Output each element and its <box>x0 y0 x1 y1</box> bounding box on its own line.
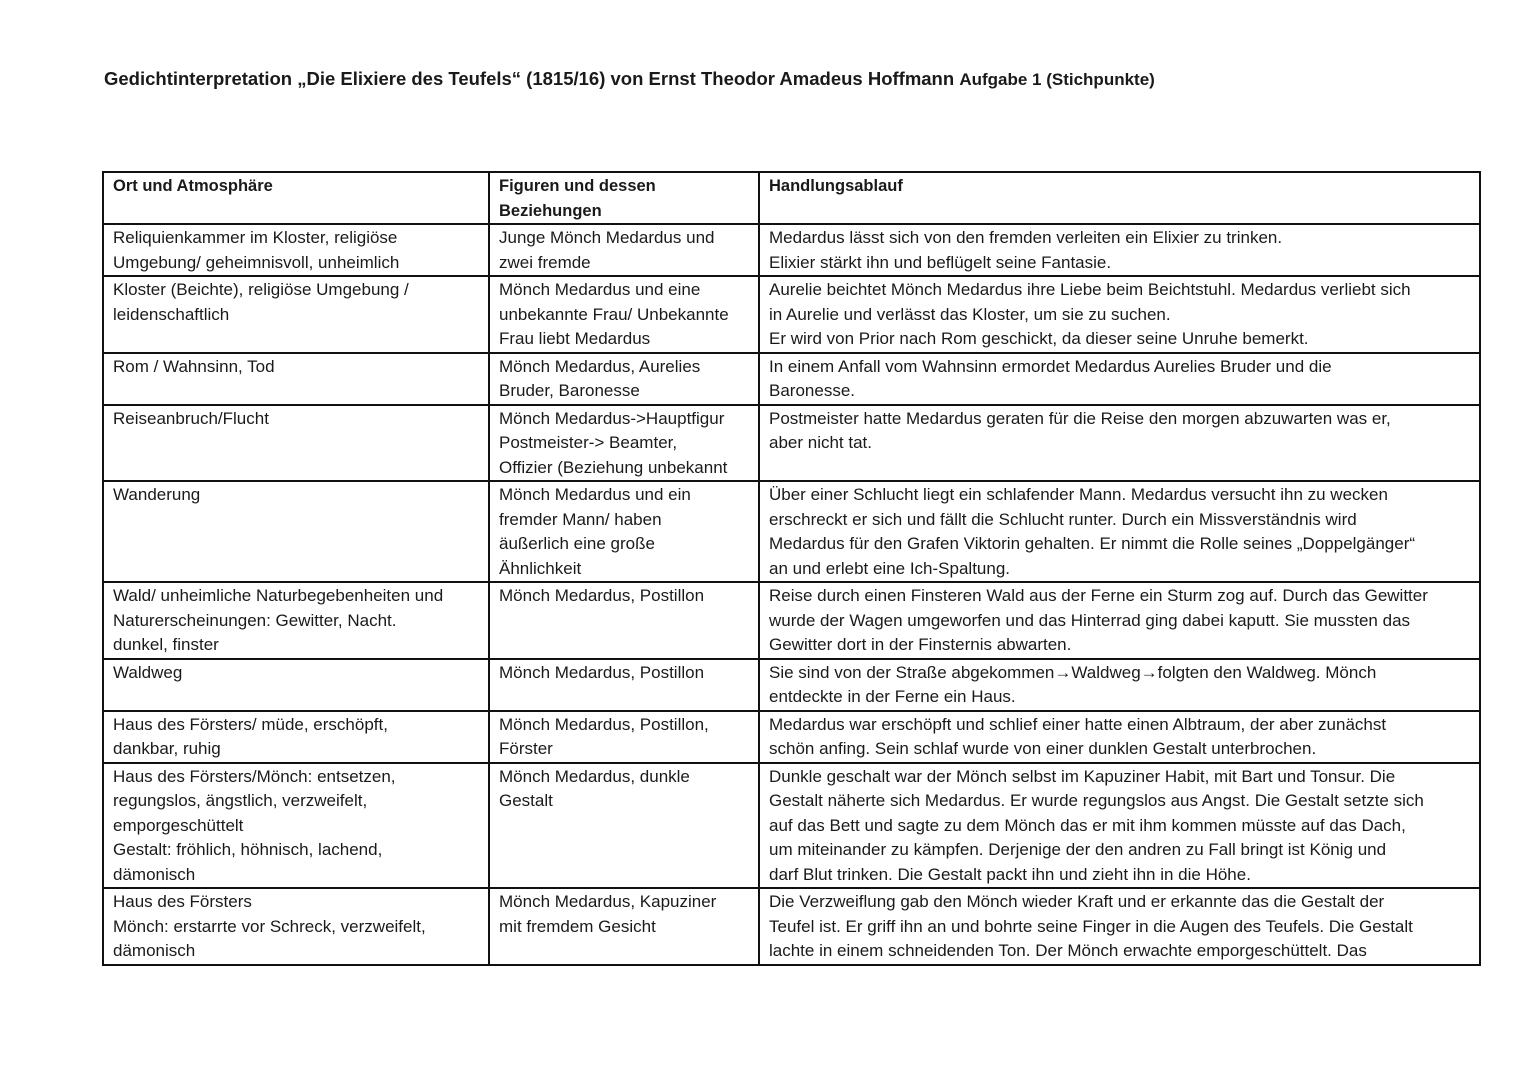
cell-ort: Reiseanbruch/Flucht <box>103 405 489 482</box>
table-row <box>103 224 1480 276</box>
cell-figuren: Mönch Medardus, Kapuziner mit fremdem Gesicht <box>489 888 759 965</box>
cell-ort: Reliquienkammer im Kloster, religiöse Umgebung/ geheimnisvoll, unheimlich <box>103 224 489 276</box>
title-main: Gedichtinterpretation „Die Elixiere des Teufels“ (1815/16) von Ernst Theodor Amadeus Hoffmann <box>104 68 955 89</box>
table-row <box>103 405 1480 482</box>
cell-figuren: Mönch Medardus, Postillon <box>489 659 759 711</box>
cell-ort: Haus des Försters/ müde, erschöpft, dankbar, ruhig <box>103 711 489 763</box>
cell-ort: Rom / Wahnsinn, Tod <box>103 353 489 405</box>
cell-figuren: Junge Mönch Medardus und zwei fremde <box>489 224 759 276</box>
header-handlung: Handlungsablauf <box>759 172 1480 224</box>
cell-ort: Haus des Försters Mönch: erstarrte vor Schreck, verzweifelt, dämonisch <box>103 888 489 965</box>
cell-handlung: Über einer Schlucht liegt ein schlafender Mann. Medardus versucht ihn zu wecken erschreckt er sich und fällt die Schlucht runter. Durch ein Missverständnis wird Medardus für den Grafen Viktorin gehalten. Er nimmt die Rolle seines „Doppelgänger“ an und erlebt eine Ich-Spaltung. <box>759 481 1480 582</box>
cell-handlung: Medardus war erschöpft und schlief einer hatte einen Albtraum, der aber zunächst schön anfing. Sein schlaf wurde von einer dunklen Gestalt unterbrochen. <box>759 711 1480 763</box>
cell-figuren: Mönch Medardus->Hauptfigur Postmeister-> Beamter, Offizier (Beziehung unbekannt <box>489 405 759 482</box>
cell-ort: Waldweg <box>103 659 489 711</box>
cell-figuren: Mönch Medardus, Postillon, Förster <box>489 711 759 763</box>
cell-figuren: Mönch Medardus, Postillon <box>489 582 759 659</box>
table-row <box>103 276 1480 353</box>
cell-handlung: Sie sind von der Straße abgekommen→Waldweg→folgten den Waldweg. Mönch entdeckte in der Ferne ein Haus. <box>759 659 1480 711</box>
title-suffix: Aufgabe 1 (Stichpunkte) <box>959 70 1155 89</box>
header-ort: Ort und Atmosphäre <box>103 172 489 224</box>
cell-ort: Wald/ unheimliche Naturbegebenheiten und Naturerscheinungen: Gewitter, Nacht. dunkel, finster <box>103 582 489 659</box>
cell-ort: Wanderung <box>103 481 489 582</box>
table-row <box>103 659 1480 711</box>
cell-ort: Kloster (Beichte), religiöse Umgebung / leidenschaftlich <box>103 276 489 353</box>
cell-handlung: Dunkle geschalt war der Mönch selbst im Kapuziner Habit, mit Bart und Tonsur. Die Gestalt näherte sich Medardus. Er wurde regungslos aus Angst. Die Gestalt setzte sich auf das Bett und sagte zu dem Mönch das er mit ihm kommen müsste auf das Dach, um miteinander zu kämpfen. Derjenige der den andren zu Fall bringt ist König und darf Blut trinken. Die Gestalt packt ihn und zieht ihn in die Höhe. <box>759 763 1480 889</box>
page-title <box>104 66 1484 93</box>
cell-figuren: Mönch Medardus und ein fremder Mann/ haben äußerlich eine große Ähnlichkeit <box>489 481 759 582</box>
cell-handlung: Postmeister hatte Medardus geraten für die Reise den morgen abzuwarten was er, aber nicht tat. <box>759 405 1480 482</box>
cell-handlung: In einem Anfall vom Wahnsinn ermordet Medardus Aurelies Bruder und die Baronesse. <box>759 353 1480 405</box>
cell-handlung: Die Verzweiflung gab den Mönch wieder Kraft und er erkannte das die Gestalt der Teufel ist. Er griff ihn an und bohrte seine Finger in die Augen des Teufels. Die Gestalt lachte in einem schneidenden Ton. Der Mönch erwachte emporgeschüttelt. Das <box>759 888 1480 965</box>
cell-handlung: Reise durch einen Finsteren Wald aus der Ferne ein Sturm zog auf. Durch das Gewitter wurde der Wagen umgeworfen und das Hinterrad ging dabei kaputt. Sie mussten das Gewitter dort in der Finsternis abwarten. <box>759 582 1480 659</box>
cell-handlung: Medardus lässt sich von den fremden verleiten ein Elixier zu trinken. Elixier stärkt ihn und beflügelt seine Fantasie. <box>759 224 1480 276</box>
table-header-row <box>103 172 1480 224</box>
cell-figuren: Mönch Medardus, dunkle Gestalt <box>489 763 759 889</box>
summary-table <box>102 171 1481 966</box>
cell-handlung: Aurelie beichtet Mönch Medardus ihre Liebe beim Beichtstuhl. Medardus verliebt sich in Aurelie und verlässt das Kloster, um sie zu suchen. Er wird von Prior nach Rom geschickt, da dieser seine Unruhe bemerkt. <box>759 276 1480 353</box>
table-row <box>103 763 1480 889</box>
table-row <box>103 711 1480 763</box>
table-row <box>103 481 1480 582</box>
cell-figuren: Mönch Medardus und eine unbekannte Frau/ Unbekannte Frau liebt Medardus <box>489 276 759 353</box>
cell-ort: Haus des Försters/Mönch: entsetzen, regungslos, ängstlich, verzweifelt, emporgeschüttelt Gestalt: fröhlich, höhnisch, lachend, dämonisch <box>103 763 489 889</box>
table-row <box>103 353 1480 405</box>
cell-figuren: Mönch Medardus, Aurelies Bruder, Baronesse <box>489 353 759 405</box>
table-row <box>103 582 1480 659</box>
header-figuren: Figuren und dessen Beziehungen <box>489 172 759 224</box>
table-row <box>103 888 1480 965</box>
